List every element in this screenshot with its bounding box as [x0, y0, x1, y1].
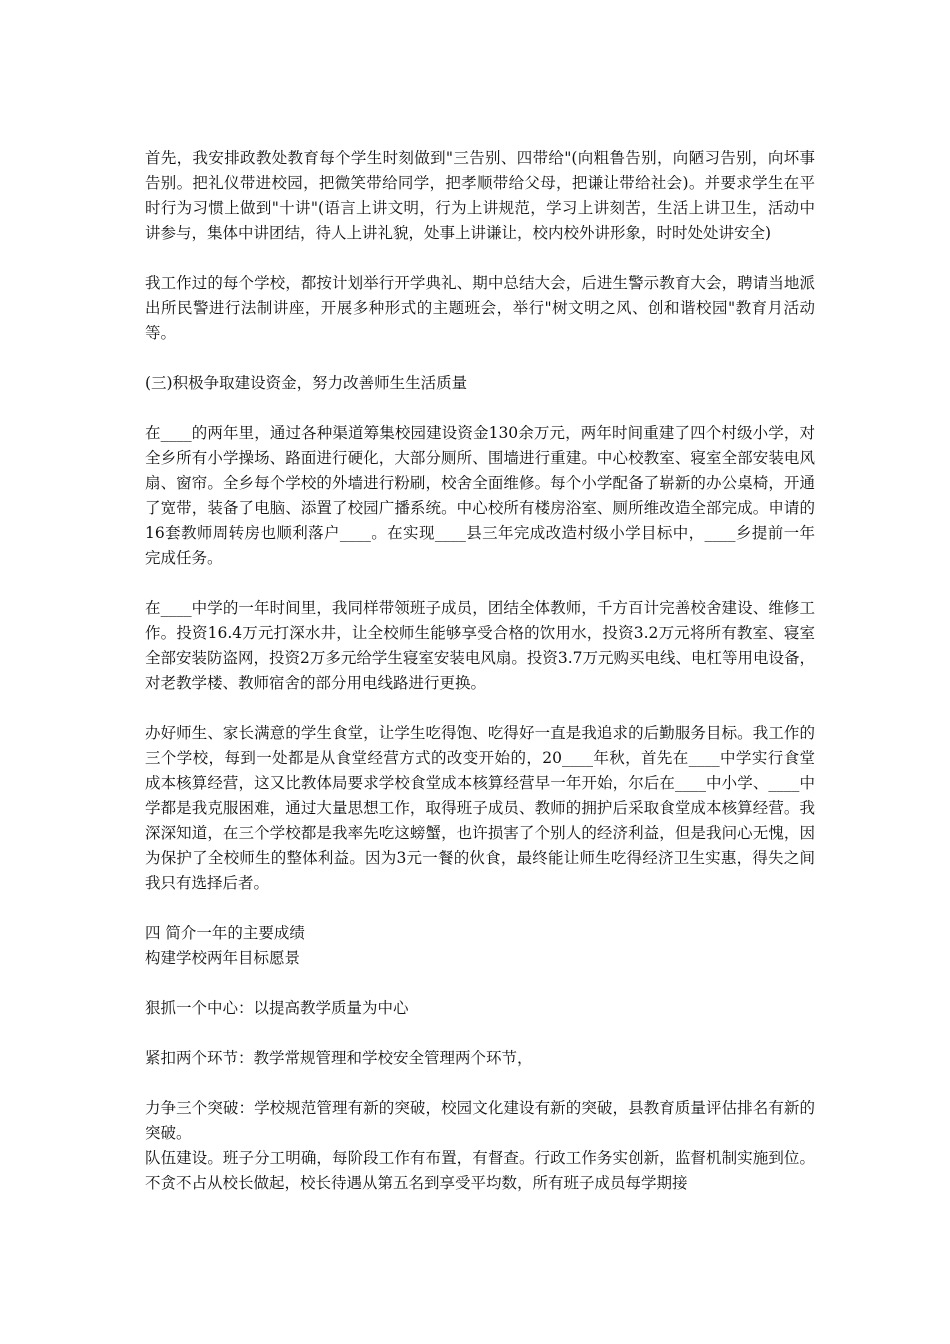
- document-page: [145, 146, 815, 1196]
- paragraph-three-farewells: 首先，我安排政教处教育每个学生时刻做到"三告别、四带给"(向粗鲁告别，向陋习告别，向坏事告别。把礼仪带进校园，把微笑带给同学，把孝顺带给父母，把谦让带给社会)。并要求学生在平时行为习惯上做到"十讲"(语言上讲文明，行为上讲规范，学习上讲刻苦，生活上讲卫生，活动中讲参与，集体中讲团结，待人上讲礼貌，处事上讲谦让，校内校外讲形象，时时处处讲安全): [145, 149, 815, 242]
- paragraph-one-center: 狠抓一个中心：以提高教学质量为中心: [145, 999, 409, 1017]
- paragraph-campus-construction: 在____的两年里，通过各种渠道筹集校园建设资金130余万元，两年时间重建了四个村级小学，对全乡所有小学操场、路面进行硬化，大部分厕所、围墙进行重建。中心校教室、寝室全部安装电风扇、窗帘。全乡每个学校的外墙进行粉刷，校舍全面维修。每个小学配备了崭新的办公桌椅，开通了宽带，装备了电脑、添置了校园广播系统。中心校所有楼房浴室、厕所维改造全部完成。申请的16套教师周转房也顺利落户____。在实现____县三年完成改造村级小学目标中，____乡提前一年完成任务。: [145, 424, 815, 567]
- section-heading-achievements: 四 简介一年的主要成绩: [145, 924, 305, 942]
- paragraph-team-building: 队伍建设。班子分工明确，每阶段工作有布置，有督查。行政工作务实创新，监督机制实施到位。不贪不占从校长做起，校长待遇从第五名到享受平均数，所有班子成员每学期接: [145, 1149, 815, 1192]
- paragraph-middle-school-repairs: 在____中学的一年时间里，我同样带领班子成员，团结全体教师，千方百计完善校舍建设、维修工作。投资16.4万元打深水井，让全校师生能够享受合格的饮用水，投资3.2万元将所有教室、寝室全部安装防盗网，投资2万多元给学生寝室安装电风扇。投资3.7万元购买电线、电杠等用电设备，对老教学楼、教师宿舍的部分用电线路进行更换。: [145, 599, 816, 692]
- section-heading-construction-funds: (三)积极争取建设资金，努力改善师生生活质量: [145, 374, 468, 392]
- paragraph-two-year-vision: 构建学校两年目标愿景: [145, 949, 301, 967]
- paragraph-school-activities: 我工作过的每个学校，都按计划举行开学典礼、期中总结大会，后进生警示教育大会，聘请当地派出所民警进行法制讲座，开展多种形式的主题班会，举行"树文明之风、创和谐校园"教育月活动等。: [145, 274, 815, 342]
- paragraph-three-breakthroughs: 力争三个突破：学校规范管理有新的突破，校园文化建设有新的突破，县教育质量评估排名有新的突破。: [145, 1099, 815, 1142]
- paragraph-canteen-management: 办好师生、家长满意的学生食堂，让学生吃得饱、吃得好一直是我追求的后勤服务目标。我工作的三个学校，每到一处都是从食堂经营方式的改变开始的，20____年秋，首先在____中学实行食堂成本核算经营，这又比教体局要求学校食堂成本核算经营早一年开始，尔后在____中小学、____中学都是我克服困难，通过大量思想工作，取得班子成员、教师的拥护后采取食堂成本核算经营。我深深知道，在三个学校都是我率先吃这螃蟹，也许损害了个别人的经济利益，但是我问心无愧，因为保护了全校师生的整体利益。因为3元一餐的伙食，最终能让师生吃得经济卫生实惠，得失之间我只有选择后者。: [145, 724, 815, 892]
- paragraph-two-links: 紧扣两个环节：教学常规管理和学校安全管理两个环节，: [145, 1049, 533, 1067]
